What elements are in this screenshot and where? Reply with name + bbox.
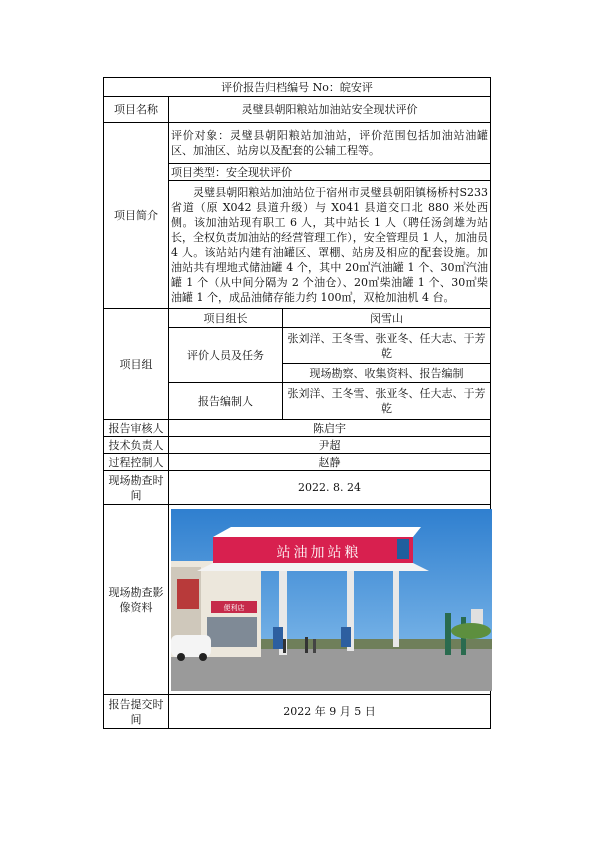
fuel-dispenser <box>341 627 351 647</box>
submit-time-value: 2022 年 9 月 5 日 <box>169 695 491 729</box>
canopy-pillar <box>393 571 399 647</box>
eval-object-text: 评价对象：灵璧县朝阳粮站加油站，评价范围包括加油站油罐区、加油区、站房以及配套的公辅工程等。 <box>169 123 491 164</box>
survey-photo-cell <box>169 505 491 695</box>
leader-value: 闵雪山 <box>283 309 491 328</box>
tech-lead-value: 尹超 <box>169 437 491 454</box>
shop-sign-text: 便利店 <box>223 603 245 612</box>
team-label: 项目组 <box>104 309 169 420</box>
archive-number: 评价报告归档编号 No：皖安评 <box>104 78 491 97</box>
leader-label: 项目组长 <box>169 309 283 328</box>
writers-label: 报告编制人 <box>169 383 283 420</box>
evaluators-task: 现场勘察、收集资料、报告编制 <box>283 364 491 383</box>
survey-time-value: 2022. 8. 24 <box>169 471 491 505</box>
reviewer-label: 报告审核人 <box>104 420 169 437</box>
writers-names: 张刘洋、王冬雪、张亚冬、任大志、于芳乾 <box>283 383 491 420</box>
survey-time-label: 现场勘查时间 <box>104 471 169 505</box>
evaluation-info-table <box>103 77 491 729</box>
project-type-text: 项目类型：安全现状评价 <box>169 164 491 181</box>
process-control-value: 赵静 <box>169 454 491 471</box>
evaluators-label: 评价人员及任务 <box>169 328 283 383</box>
fuel-dispenser <box>273 627 283 649</box>
canopy-sign-text: 站油加站粮 <box>276 544 362 561</box>
project-description-text: 灵璧县朝阳粮站加油站位于宿州市灵璧县朝阳镇杨桥村S233 省道（原 X042 县道升级）与 X041 县道交口北 880 米处西侧。该加油站现有职工 6 人，其中站长 1 人（聘任汤剑雄为站长，全权负责加油站的经营管理工作），安全管理员 1 人，加油员 4 人。该站站内建有油罐区、罩棚、站房及相应的配套设施。加油站共有埋地式储油罐 4 个，其中 20㎥汽油罐 1 个、30㎥汽油罐 1 个（从中间分隔为 2 个油仓）、20㎥柴油罐 1 个、30㎥柴油罐 1 个，成品油储存能力约 100㎥，双枪加油机 4 台。 <box>169 181 491 309</box>
gas-station-photo <box>171 509 492 691</box>
project-name-label: 项目名称 <box>104 97 169 123</box>
project-intro-label: 项目简介 <box>104 123 169 309</box>
tech-lead-label: 技术负责人 <box>104 437 169 454</box>
project-name-value: 灵璧县朝阳粮站加油站安全现状评价 <box>169 97 491 123</box>
process-control-label: 过程控制人 <box>104 454 169 471</box>
evaluators-names: 张刘洋、王冬雪、张亚冬、任大志、于芳乾 <box>283 328 491 364</box>
submit-time-label: 报告提交时间 <box>104 695 169 729</box>
reviewer-value: 陈启宇 <box>169 420 491 437</box>
survey-images-label: 现场勘查影像资料 <box>104 505 169 695</box>
